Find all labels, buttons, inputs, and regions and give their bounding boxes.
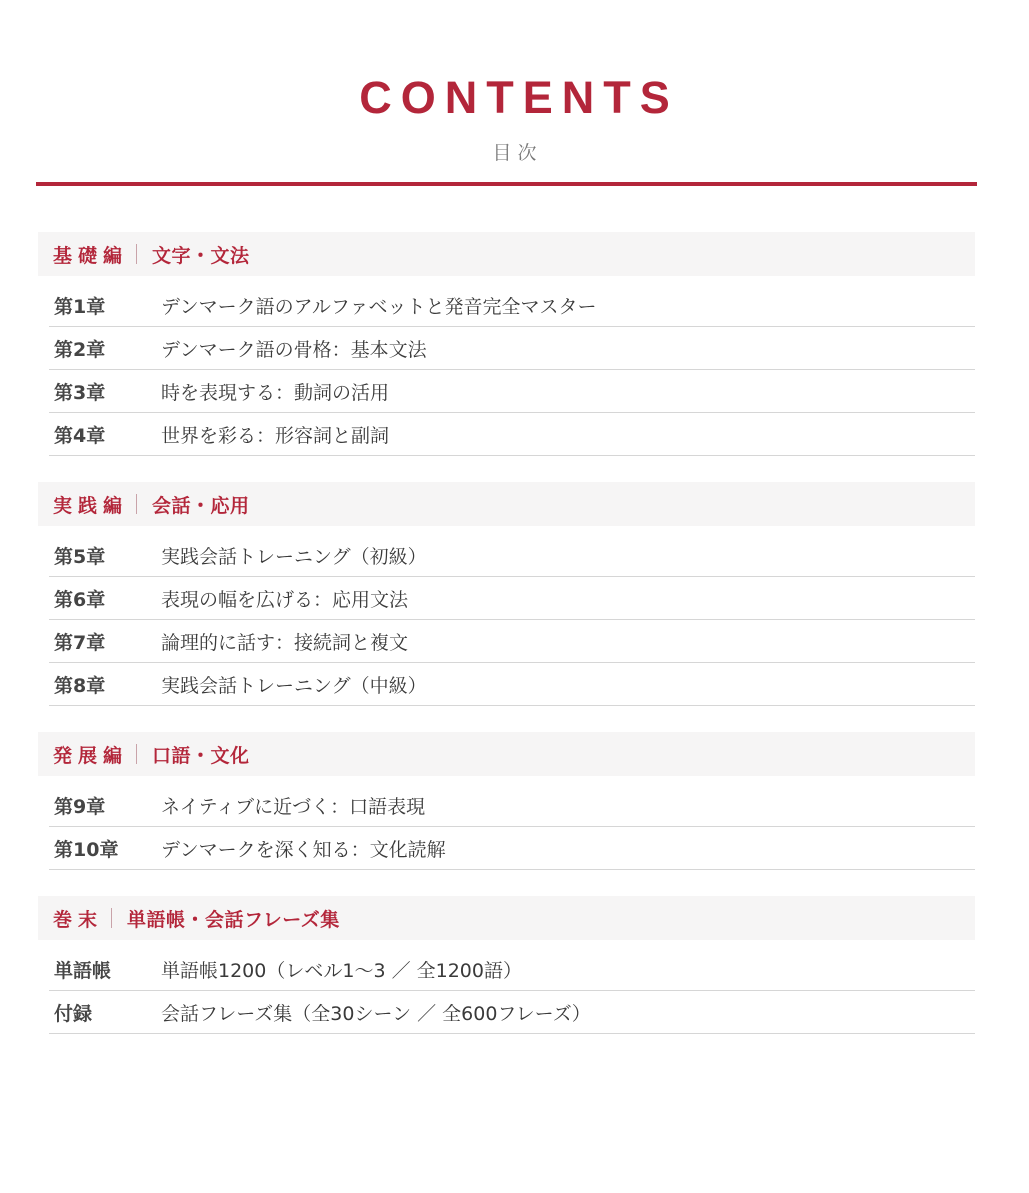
chapter-number: 単語帳 — [54, 959, 112, 982]
chapter-title: 実践会話トレーニング（初級） — [161, 545, 427, 568]
chapter-title: 世界を彩る：形容詞と副詞 — [161, 424, 390, 447]
page-title: CONTENTS — [359, 72, 679, 123]
chapter-row — [49, 413, 975, 456]
chapter-title: デンマーク語のアルファベットと発音完全マスター — [161, 295, 597, 318]
chapter-row — [49, 620, 975, 663]
section-separator — [111, 908, 112, 928]
section-title: 会話・応用 — [152, 494, 250, 517]
chapter-list — [49, 284, 975, 456]
chapter-title: 表現の幅を広げる：応用文法 — [161, 588, 409, 611]
chapter-row — [49, 784, 975, 827]
chapter-list — [49, 534, 975, 706]
section-separator — [136, 494, 137, 514]
toc-section — [38, 482, 975, 706]
table-of-contents — [38, 232, 975, 1060]
chapter-row — [49, 577, 975, 620]
chapter-title: 会話フレーズ集（全30シーン ／ 全600フレーズ） — [161, 1002, 591, 1025]
chapter-number: 第9章 — [54, 795, 106, 818]
chapter-row — [49, 370, 975, 413]
section-separator — [136, 744, 137, 764]
section-header — [38, 232, 975, 276]
toc-section — [38, 732, 975, 870]
page-header — [0, 72, 1029, 166]
chapter-row — [49, 284, 975, 327]
chapter-row — [49, 991, 975, 1034]
section-title: 単語帳・会話フレーズ集 — [127, 908, 340, 931]
chapter-title: 時を表現する：動詞の活用 — [161, 381, 390, 404]
chapter-row — [49, 827, 975, 870]
chapter-number: 第10章 — [54, 838, 119, 861]
chapter-number: 第2章 — [54, 338, 106, 361]
section-title: 口語・文化 — [152, 744, 250, 767]
chapter-number: 第4章 — [54, 424, 106, 447]
toc-section — [38, 896, 975, 1034]
page-subtitle: 目次 — [492, 142, 543, 164]
section-separator — [136, 244, 137, 264]
section-part-label: 実践編 — [53, 494, 129, 517]
section-header — [38, 482, 975, 526]
chapter-row — [49, 534, 975, 577]
chapter-title: 実践会話トレーニング（中級） — [161, 674, 427, 697]
chapter-title: 論理的に話す：接続詞と複文 — [161, 631, 409, 654]
chapter-title: デンマーク語の骨格：基本文法 — [161, 338, 427, 361]
chapter-number: 第7章 — [54, 631, 106, 654]
chapter-list — [49, 784, 975, 870]
chapter-title: 単語帳1200（レベル1〜3 ／ 全1200語） — [161, 959, 522, 982]
chapter-row — [49, 663, 975, 706]
section-title: 文字・文法 — [152, 244, 250, 267]
chapter-row — [49, 327, 975, 370]
section-part-label: 巻末 — [53, 908, 104, 931]
chapter-number: 第3章 — [54, 381, 106, 404]
section-part-label: 基礎編 — [53, 244, 129, 267]
chapter-title: デンマークを深く知る：文化読解 — [161, 838, 446, 861]
section-header — [38, 896, 975, 940]
chapter-number: 付録 — [54, 1002, 93, 1025]
chapter-row — [49, 948, 975, 991]
chapter-number: 第5章 — [54, 545, 106, 568]
section-header — [38, 732, 975, 776]
chapter-number: 第1章 — [54, 295, 106, 318]
chapter-number: 第6章 — [54, 588, 106, 611]
chapter-title: ネイティブに近づく：口語表現 — [161, 795, 426, 818]
toc-section — [38, 232, 975, 456]
chapter-list — [49, 948, 975, 1034]
title-divider — [36, 182, 977, 186]
section-part-label: 発展編 — [53, 744, 129, 767]
chapter-number: 第8章 — [54, 674, 106, 697]
